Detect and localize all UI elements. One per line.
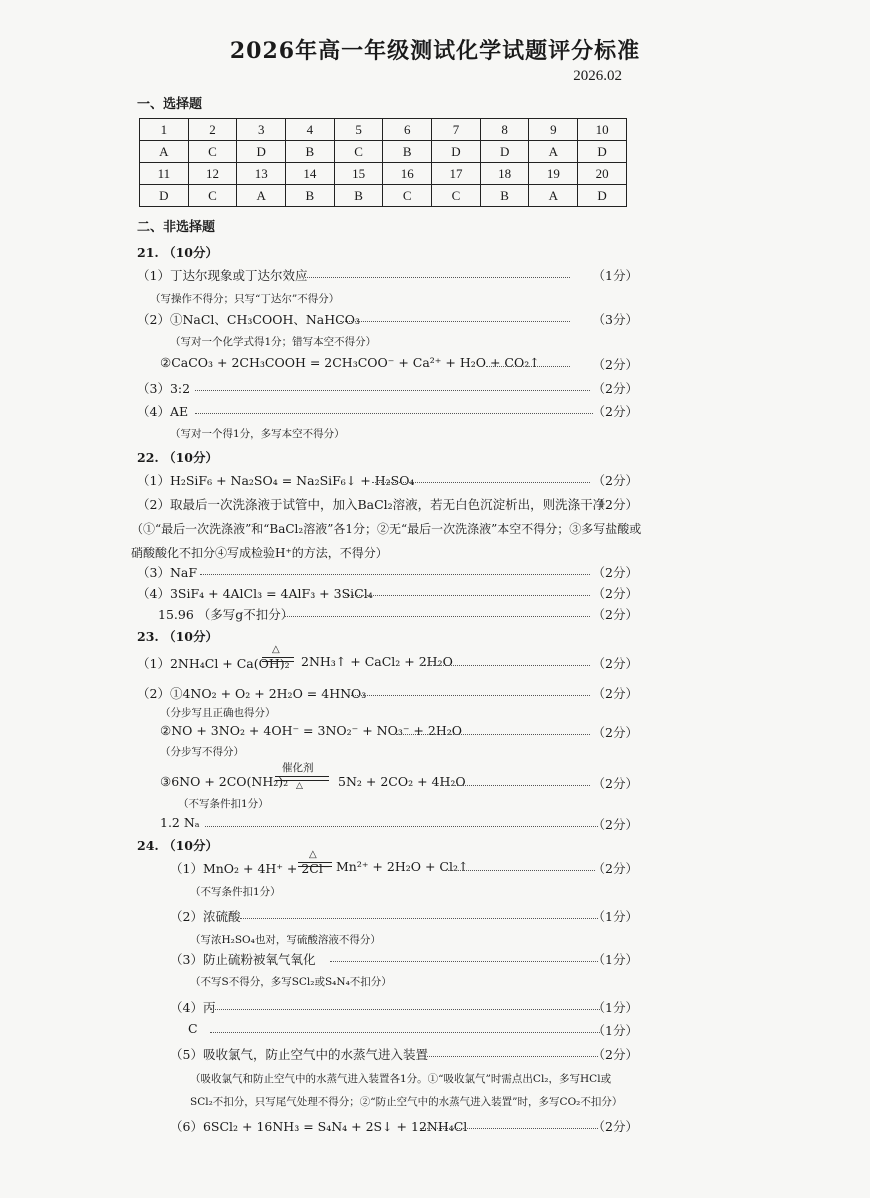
leader-dots: [210, 998, 600, 1010]
score: （3分）: [592, 312, 638, 327]
score: （1分）: [592, 952, 638, 967]
table-cell: 12: [188, 163, 237, 185]
scoring-note: [0, 1071, 870, 1091]
answer-text: （6）6SCl₂ + 16NH₃ = S₄N₄ + 2S↓ + 12NH₄Cl: [170, 1119, 468, 1134]
table-cell: B: [383, 141, 432, 163]
leader-dots: [200, 563, 590, 575]
answer-line: [0, 644, 870, 674]
note-text: （吸收氯气和防止空气中的水蒸气进入装置各1分。①“吸收氯气”时需点出Cl₂，多写HCl或: [190, 1073, 612, 1085]
answer-line: [0, 605, 870, 625]
answer-line: [0, 1021, 870, 1041]
table-row: [140, 185, 627, 207]
answer-line: [0, 563, 870, 583]
table-cell: D: [432, 141, 481, 163]
heat-symbol: △: [272, 644, 280, 655]
table-cell: 9: [529, 119, 578, 141]
score: （1分）: [592, 909, 638, 924]
scoring-note: [0, 884, 870, 904]
scoring-note: [0, 974, 870, 994]
question-heading: [0, 836, 870, 856]
note-text: （①“最后一次洗涤液”和“BaCl₂溶液”各1分；②无“最后一次洗涤液”本空不得分；③多写盐酸或: [131, 522, 642, 536]
note-text: （写对一个得1分，多写本空不得分）: [170, 428, 345, 440]
score: （2分）: [592, 473, 638, 488]
score: （1分）: [592, 1023, 638, 1038]
answer-text: （2）取最后一次洗涤液于试管中，加入BaCl₂溶液，若无白色沉淀析出，则洗涤干净: [137, 497, 606, 512]
scoring-note: [0, 705, 870, 725]
table-cell: 7: [432, 119, 481, 141]
note-text: （不写条件扣1分）: [190, 886, 281, 898]
question-heading: [0, 243, 870, 263]
note-text: （分步写不得分）: [160, 746, 244, 758]
answer-text: （3）3:2: [137, 381, 191, 396]
score: （2分）: [592, 861, 638, 876]
table-cell: D: [578, 185, 627, 207]
answer-text: （1）2NH₄Cl + Ca(OH)₂: [137, 656, 290, 671]
note-text: （分步写且正确也得分）: [160, 707, 276, 719]
note-text: （写操作不得分；只写“丁达尔”不得分）: [150, 293, 340, 305]
answer-text: （3）NaF: [137, 565, 198, 580]
leader-dots: [205, 815, 598, 827]
table-cell: 2: [188, 119, 237, 141]
answer-line: [0, 355, 870, 375]
leader-dots: [345, 584, 590, 596]
table-cell: C: [188, 185, 237, 207]
answer-text: （5）吸收氯气，防止空气中的水蒸气进入装置: [170, 1047, 428, 1062]
section-heading: 二、非选择题: [137, 220, 216, 235]
answer-line: [0, 310, 870, 330]
answer-line: [0, 684, 870, 704]
table-cell: B: [286, 141, 335, 163]
note-text: 硝酸酸化不扣分④写成检验H⁺的方法，不得分）: [131, 546, 388, 560]
score: （2分）: [592, 1047, 638, 1062]
table-cell: C: [432, 185, 481, 207]
answer-line: [0, 584, 870, 604]
score: （2分）: [592, 565, 638, 580]
note-text: SCl₂不扣分，只写尾气处理不得分；②“防止空气中的水蒸气进入装置”时，多写CO₂不扣分）: [190, 1096, 623, 1108]
leader-dots: [330, 950, 598, 962]
table-cell: 8: [480, 119, 529, 141]
question-number: 21. （10分）: [137, 245, 218, 260]
answer-text: （1）MnO₂ + 4H⁺ + 2Cl⁻: [170, 861, 330, 876]
scoring-note: [0, 744, 870, 764]
table-cell: C: [334, 141, 383, 163]
table-cell: A: [237, 185, 286, 207]
leader-dots: [396, 723, 590, 735]
leader-dots: [420, 1117, 598, 1129]
answer-table: [139, 118, 627, 207]
leader-dots: [240, 907, 598, 919]
table-cell: 14: [286, 163, 335, 185]
leader-dots: [305, 266, 570, 278]
answer-text: （4）丙: [170, 1000, 216, 1015]
answer-text: ③6NO + 2CO(NH₂)₂: [160, 774, 289, 789]
answer-text: （2）浓硫酸: [170, 909, 241, 924]
score: （2分）: [592, 381, 638, 396]
answer-line: [0, 762, 870, 794]
answer-text: （1）H₂SiF₆ + Na₂SO₄ = Na₂SiF₆↓ + H₂SO₄: [137, 473, 415, 488]
leader-dots: [420, 654, 590, 666]
table-cell: D: [578, 141, 627, 163]
score: （2分）: [592, 776, 638, 791]
table-cell: 6: [383, 119, 432, 141]
reaction-arrow: [262, 657, 294, 662]
leader-dots: [440, 774, 590, 786]
table-cell: 17: [432, 163, 481, 185]
table-cell: 19: [529, 163, 578, 185]
table-cell: 13: [237, 163, 286, 185]
table-cell: A: [529, 185, 578, 207]
table-cell: A: [140, 141, 189, 163]
date: 2026.02: [573, 68, 622, 84]
question-number: 23. （10分）: [137, 629, 218, 644]
answer-text: ②CaCO₃ + 2CH₃COOH = 2CH₃COO⁻ + Ca²⁺ + H₂O + CO₂↑: [160, 355, 540, 370]
answer-line: [0, 495, 870, 515]
score: （2分）: [592, 686, 638, 701]
score: （2分）: [592, 586, 638, 601]
score: （1分）: [592, 268, 638, 283]
table-cell: 11: [140, 163, 189, 185]
section-heading: 一、选择题: [137, 97, 203, 112]
reaction-arrow: [298, 862, 332, 867]
answer-line: [0, 1045, 870, 1065]
question-number: 24. （10分）: [137, 838, 218, 853]
score: （1分）: [592, 1000, 638, 1015]
table-cell: 15: [334, 163, 383, 185]
table-cell: D: [480, 141, 529, 163]
answer-text: 1.2 Nₐ: [160, 815, 200, 830]
table-cell: 18: [480, 163, 529, 185]
table-cell: D: [237, 141, 286, 163]
answer-text: Mn²⁺ + 2H₂O + Cl₂↑: [336, 859, 469, 874]
table-row: [140, 141, 627, 163]
answer-text: （2）①NaCl、CH₃COOH、NaHCO₃: [137, 312, 360, 327]
answer-line: [0, 815, 870, 835]
leader-dots: [285, 605, 590, 617]
answer-line: [0, 723, 870, 743]
answer-text: 2NH₃↑ + CaCl₂ + 2H₂O: [301, 654, 453, 669]
scoring-note: [0, 544, 870, 564]
score: （2分）: [592, 725, 638, 740]
score: （2分）: [592, 817, 638, 832]
table-row: [140, 119, 627, 141]
table-cell: 1: [140, 119, 189, 141]
note-text: （不写S不得分，多写SCl₂或S₄N₄不扣分）: [190, 976, 392, 988]
answer-text: 5N₂ + 2CO₂ + 4H₂O: [338, 774, 466, 789]
table-cell: B: [286, 185, 335, 207]
leader-dots: [195, 402, 593, 414]
answer-line: [0, 950, 870, 970]
note-text: （不写条件扣1分）: [178, 798, 269, 810]
answer-text: （3）防止硫粉被氧气氧化: [170, 952, 316, 967]
heat-symbol: △: [296, 781, 303, 791]
table-cell: 3: [237, 119, 286, 141]
leader-dots: [347, 684, 590, 696]
table-row: [140, 163, 627, 185]
score: （2分）: [592, 404, 638, 419]
scoring-note: [0, 796, 870, 816]
table-cell: 4: [286, 119, 335, 141]
table-cell: C: [383, 185, 432, 207]
table-cell: 16: [383, 163, 432, 185]
answer-line: [0, 907, 870, 927]
scoring-note: [0, 334, 870, 354]
score: （2分）: [592, 357, 638, 372]
question-number: 22. （10分）: [137, 450, 218, 465]
answer-text: （4）3SiF₄ + 4AlCl₃ = 4AlF₃ + 3SiCl₄: [137, 586, 373, 601]
table-cell: B: [334, 185, 383, 207]
answer-line: [0, 402, 870, 422]
scoring-note: [0, 426, 870, 446]
page-title: 2026年高一年级测试化学试题评分标准: [229, 38, 641, 64]
score: （2分）: [592, 607, 638, 622]
leader-dots: [372, 471, 590, 483]
table-cell: B: [480, 185, 529, 207]
question-heading: [0, 627, 870, 647]
answer-text: （1）丁达尔现象或丁达尔效应: [137, 268, 308, 283]
answer-text: ②NO + 3NO₂ + 4OH⁻ = 3NO₂⁻ + NO₃⁻ + 2H₂O: [160, 723, 462, 738]
table-cell: 10: [578, 119, 627, 141]
table-cell: C: [188, 141, 237, 163]
answer-line: [0, 471, 870, 491]
leader-dots: [445, 859, 595, 871]
table-cell: A: [529, 141, 578, 163]
answer-text: 15.96 （多写g不扣分）: [158, 607, 294, 622]
answer-line: [0, 849, 870, 879]
answer-line: [0, 379, 870, 399]
scoring-note: [0, 1094, 870, 1114]
leader-dots: [340, 310, 570, 322]
leader-dots: [195, 379, 590, 391]
heat-symbol: △: [309, 849, 317, 860]
answer-line: [0, 266, 870, 286]
note-text: （写对一个化学式得1分；错写本空不得分）: [170, 336, 377, 348]
score: （2分）: [592, 1119, 638, 1134]
catalyst-label: 催化剂: [282, 762, 314, 774]
scoring-note: [0, 291, 870, 311]
answer-text: C: [188, 1021, 198, 1036]
answer-text: （2）①4NO₂ + O₂ + 2H₂O = 4HNO₃: [137, 686, 367, 701]
leader-dots: [486, 355, 570, 367]
table-cell: 5: [334, 119, 383, 141]
answer-line: [0, 998, 870, 1018]
score: （2分）: [592, 497, 638, 512]
note-text: （写浓H₂SO₄也对，写硫酸溶液不得分）: [190, 934, 381, 946]
answer-line: [0, 1117, 870, 1137]
table-cell: 20: [578, 163, 627, 185]
scoring-note: [0, 520, 870, 540]
leader-dots: [425, 1045, 598, 1057]
answer-text: （4）AE: [137, 404, 189, 419]
leader-dots: [210, 1021, 600, 1033]
scoring-note: [0, 932, 870, 952]
question-heading: [0, 448, 870, 468]
score: （2分）: [592, 656, 638, 671]
table-cell: D: [140, 185, 189, 207]
